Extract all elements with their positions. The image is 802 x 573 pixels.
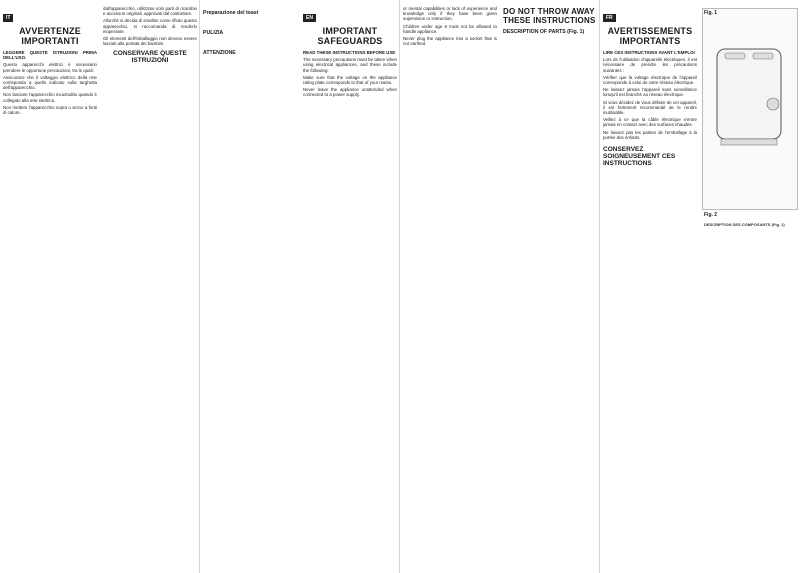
page-2: [200, 0, 400, 573]
page-1: [0, 0, 200, 573]
list-item: Questo apparecchi elettrici è necessario prendere le opportune precauzioni, tra le quali:: [3, 62, 97, 73]
parts-title: DESCRIPTION OF PARTS (Fig. 1): [503, 29, 585, 35]
page-1-column-left: [0, 0, 100, 573]
fr-title: [603, 27, 697, 46]
figure-1-toaster-illustration: [702, 8, 798, 210]
intro-text: LIRE CES INSTRUCTIONS AVANT L'EMPLOI: [603, 50, 695, 55]
list-item: Non mettere l'apparecchio sopra o vicino a fonti di calore.: [3, 104, 97, 116]
page-3: [400, 0, 600, 573]
en-title: [303, 27, 397, 46]
language-tab: IT: [3, 14, 13, 22]
page-3-column-left: [400, 0, 500, 573]
list-item: Veillez à ce que la câble électrique n'entre jamais en contact avec des surfaces chaudes.: [603, 117, 697, 128]
intro-text: LEGGERE QUESTE ISTRUZIONI PRIMA DELL'USO.: [3, 50, 97, 61]
intro-text: READ THESE INSTRUCTIONS BEFORE USE: [303, 50, 396, 55]
page-4-column-left: [600, 0, 700, 573]
section-heading: Preparazione del toast: [203, 10, 259, 16]
list-item: Lors de l'utilisation d'appareils électriques, il est nécessaire de prendre les précautions suivantes :: [603, 57, 697, 73]
language-tab: FR: [603, 14, 616, 22]
list-item: Vérifier que la voltage électrique de l'appareil corresponde à celui de votre réseau électrique.: [603, 74, 697, 86]
parts-title: DESCRIPTION DES COMPOSANTS (Fig. 1): [704, 222, 785, 227]
page-title: [3, 27, 97, 46]
list-item: Assicurarsi che il voltaggio elettrico della rete corrisponda a quello indicato sulla targhetta dell'apparecchio.: [3, 74, 97, 91]
language-tab: EN: [303, 14, 316, 22]
section-heading: ATTENZIONE: [203, 50, 236, 56]
list-item: The necessary precautions must be taken when using electrical appliances, and these include the following:: [303, 57, 397, 73]
title-line-1: IMPORTANT: [322, 26, 378, 36]
list-item: Ne laissez pas les parties de l'emballage à la portée des enfants.: [603, 129, 697, 140]
title-line-2: IMPORTANTS: [619, 35, 681, 46]
page-1-column-right: [100, 0, 200, 573]
list-item: Children under age 8 must not be allowed to handle appliance.: [403, 23, 497, 34]
list-item: dall'apparecchio, utilizzare solo parti di ricambio e accessori originali, approvati dal costruttore.: [103, 6, 197, 17]
section-heading: PULIZIA: [203, 30, 224, 36]
page-3-column-middle: [500, 0, 600, 573]
list-item: or mental capabilities or lack of experience and knowledge only if they have been given supervision or instruction.: [403, 6, 497, 22]
list-item: Allorché si decida di smaltire come rifiuto questo apparecchio, si raccomanda di renderlo inoperante.: [103, 18, 197, 34]
list-item: Never plug the appliance into a socket that is not earthed.: [403, 36, 497, 47]
en-section-title: DO NOT THROW AWAY THESE INSTRUCTIONS: [503, 7, 596, 25]
title-line-1: AVERTISSEMENTS: [607, 26, 693, 36]
section-title: CONSERVARE QUESTE ISTRUZIONI: [113, 50, 187, 65]
list-item: Gli elementi dell'imballaggio non devono essere lasciati alla portata dei bambini.: [103, 36, 197, 47]
figure-1-label: Fig. 1: [704, 10, 718, 16]
page-4: [600, 0, 800, 573]
list-item: Ne laissez jamais l'appareil sans surveillance lorsqu'il est branché au réseau électrique.: [603, 87, 697, 98]
list-item: Non lasciare l'apparecchio incustodito quando è collegato alla rete elettrica.: [3, 92, 97, 103]
figure-2-label: Fig. 2: [704, 212, 718, 218]
title-line-2: SAFEGUARDS: [317, 35, 383, 46]
list-item: Make sure that the voltage on the appliance rating plate corresponds to that of your mains.: [303, 74, 397, 86]
title-line-2: IMPORTANTI: [21, 35, 79, 46]
page-2-column-left: [200, 0, 300, 573]
page-2-column-right: [300, 0, 400, 573]
title-line-1: AVVERTENZE: [19, 26, 81, 36]
list-item: Si vous décidez de vous défaire de cet appareil, il est fortement recommandé de le rendre inutilisable.: [603, 99, 697, 116]
section-title: CONSERVEZ SOIGNEUSEMENT CES INSTRUCTIONS: [603, 146, 676, 168]
list-item: Never leave the appliance unattended when connected to a power supply.: [303, 87, 397, 98]
